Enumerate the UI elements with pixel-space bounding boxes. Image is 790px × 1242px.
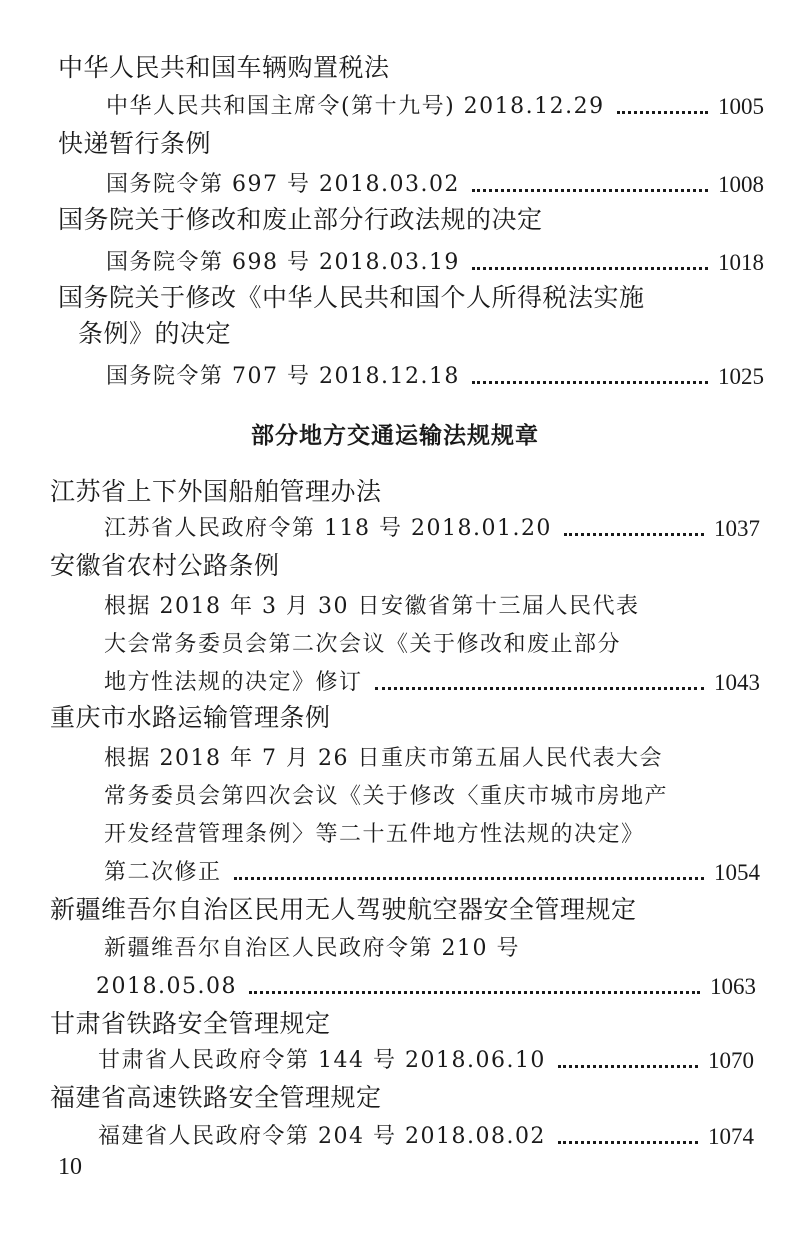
- section-heading: 部分地方交通运输法规规章: [251, 423, 539, 449]
- toc-page-number: 1070: [708, 1048, 754, 1073]
- toc-entry-subline: [98, 1120, 754, 1152]
- toc-entry-note: 常务委员会第四次会议《关于修改〈重庆市城市房地产: [104, 784, 669, 809]
- dot-leader: [234, 877, 704, 880]
- toc-entry-title: 快递暂行条例: [58, 129, 212, 158]
- dot-leader: [564, 533, 704, 536]
- dot-leader: [617, 111, 708, 114]
- page-number: 10: [58, 1154, 82, 1180]
- toc-entry-date: 2018.05.08: [96, 974, 237, 999]
- toc-entry-note: 开发经营管理条例〉等二十五件地方性法规的决定》: [104, 822, 645, 847]
- toc-page-number: 1025: [718, 364, 764, 389]
- toc-page-number: 1005: [718, 94, 764, 119]
- toc-entry-subline: [104, 512, 760, 544]
- dot-leader: [558, 1065, 698, 1068]
- toc-entry-issuer: 国务院令第 707 号 2018.12.18: [106, 364, 460, 389]
- toc-entry-title: 福建省高速铁路安全管理规定: [50, 1083, 382, 1112]
- toc-page-number: 1063: [710, 974, 756, 999]
- dot-leader: [375, 687, 704, 690]
- toc-entry-title: 国务院关于修改和废止部分行政法规的决定: [58, 205, 543, 234]
- toc-entry-note: 地方性法规的决定》修订: [104, 670, 363, 695]
- toc-entry-issuer: 新疆维吾尔自治区人民政府令第 210 号: [104, 936, 520, 961]
- dot-leader: [558, 1141, 698, 1144]
- toc-entry-note: 根据 2018 年 7 月 26 日重庆市第五届人民代表大会: [104, 746, 663, 771]
- toc-entry-issuer: 江苏省人民政府令第 118 号 2018.01.20: [104, 516, 552, 541]
- dot-leader: [249, 991, 700, 994]
- toc-entry-issuer: 中华人民共和国主席令(第十九号) 2018.12.29: [106, 94, 605, 119]
- toc-entry-issuer: 甘肃省人民政府令第 144 号 2018.06.10: [98, 1048, 546, 1073]
- toc-entry-title: 国务院关于修改《中华人民共和国个人所得税法实施: [58, 283, 645, 312]
- toc-page-number: 1043: [714, 670, 760, 695]
- toc-entry-issuer: 国务院令第 698 号 2018.03.19: [106, 250, 460, 275]
- toc-entry-subline: [106, 168, 764, 200]
- toc-page-number: 1018: [718, 250, 764, 275]
- toc-page-number: 1054: [714, 860, 760, 885]
- dot-leader: [472, 189, 708, 192]
- toc-entry-title: 安徽省农村公路条例: [50, 551, 280, 580]
- toc-entry-subline: [98, 1044, 754, 1076]
- toc-page-number: 1074: [708, 1124, 754, 1149]
- toc-entry-subline: [106, 360, 764, 392]
- toc-entry-title: 甘肃省铁路安全管理规定: [50, 1009, 331, 1038]
- toc-entry-subline: [106, 246, 764, 278]
- dot-leader: [472, 381, 708, 384]
- toc-entry-subline: [104, 856, 760, 888]
- toc-page-number: 1037: [714, 516, 760, 541]
- dot-leader: [472, 267, 708, 270]
- toc-page-number: 1008: [718, 172, 764, 197]
- toc-entry-note: 第二次修正: [104, 860, 222, 885]
- toc-entry-subline: [96, 970, 756, 1002]
- toc-entry-title: 新疆维吾尔自治区民用无人驾驶航空器安全管理规定: [50, 895, 637, 924]
- toc-entry-note: 大会常务委员会第二次会议《关于修改和废止部分: [104, 632, 622, 657]
- toc-entry-title: 江苏省上下外国船舶管理办法: [50, 477, 382, 506]
- toc-entry-issuer: 国务院令第 697 号 2018.03.02: [106, 172, 460, 197]
- toc-entry-subline: [106, 90, 764, 122]
- toc-entry-note: 根据 2018 年 3 月 30 日安徽省第十三届人民代表: [104, 594, 640, 619]
- toc-entry-title: 重庆市水路运输管理条例: [50, 703, 331, 732]
- toc-entry-issuer: 福建省人民政府令第 204 号 2018.08.02: [98, 1124, 546, 1149]
- toc-entry-title: 中华人民共和国车辆购置税法: [58, 53, 390, 82]
- toc-entry-title-continued: 条例》的决定: [78, 319, 232, 348]
- toc-entry-subline: [104, 666, 760, 698]
